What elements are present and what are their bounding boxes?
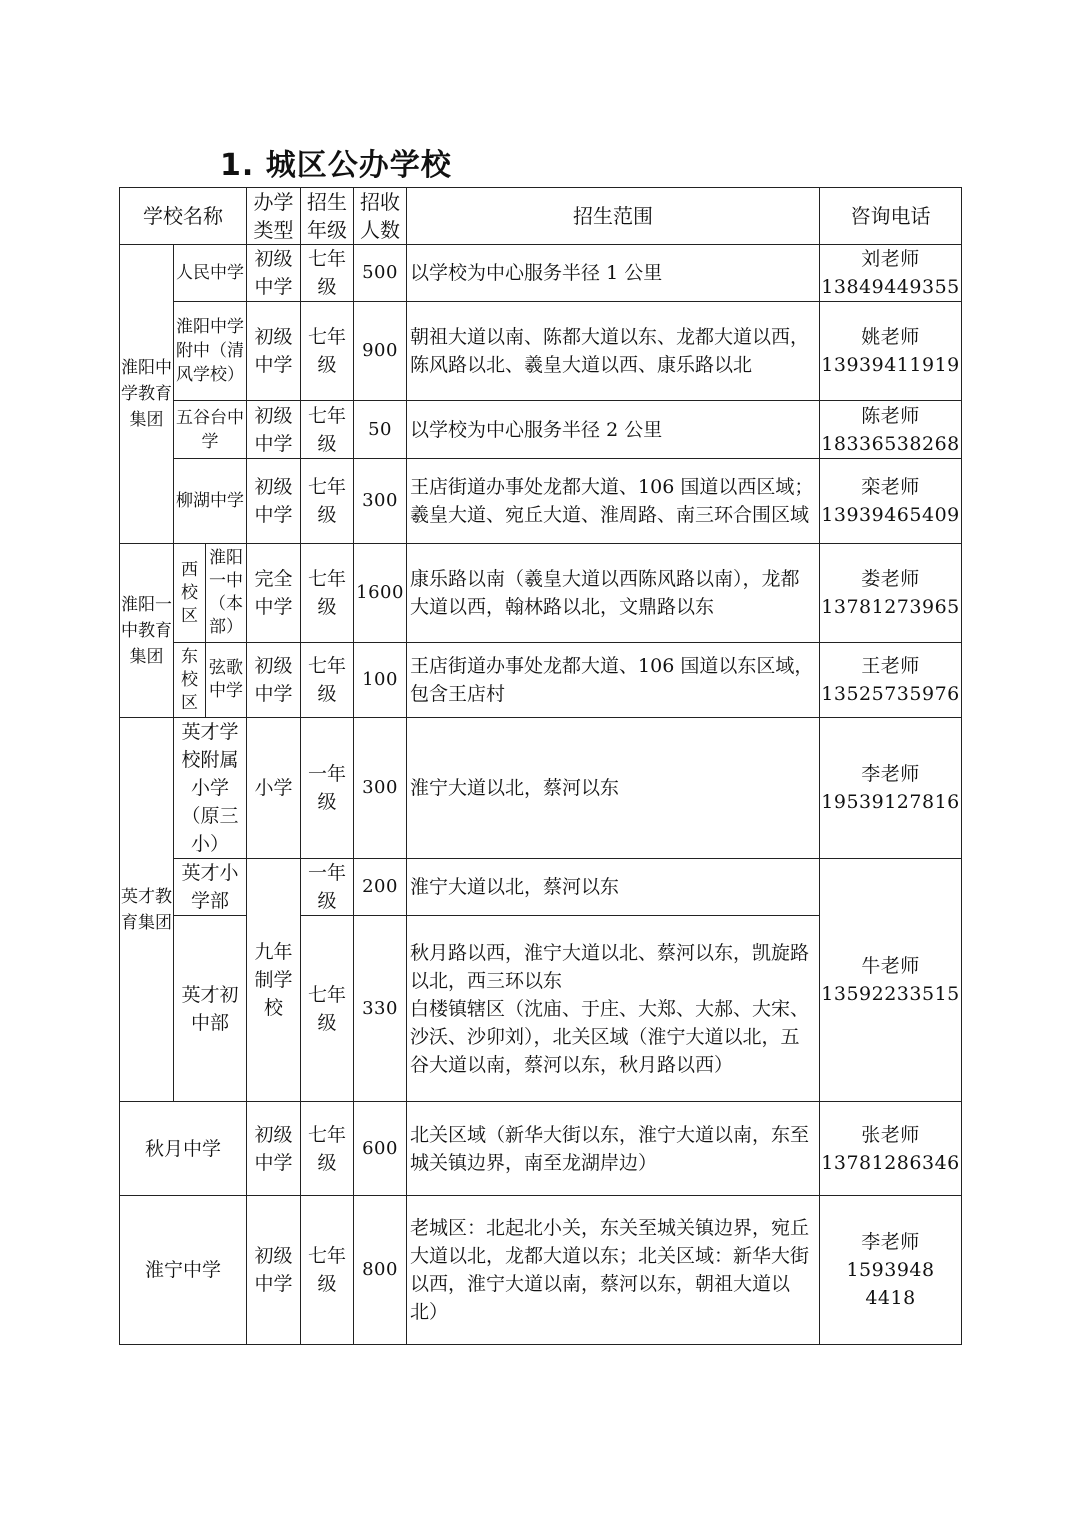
phone-number: 1593948 4418 [846, 1259, 935, 1309]
school-name: 英才小学部 [174, 859, 247, 916]
table-row [120, 459, 962, 544]
teacher-name: 栾老师 [861, 476, 920, 498]
teacher-name: 娄老师 [861, 568, 920, 590]
enroll-range: 淮宁大道以北，蔡河以东 [407, 859, 820, 916]
school-type: 初级中学 [247, 401, 301, 459]
school-name: 秋月中学 [120, 1102, 247, 1196]
grade: 七年级 [301, 245, 354, 302]
phone-number: 13939411919 [821, 354, 960, 376]
table-row [120, 1102, 962, 1196]
grade: 七年级 [301, 401, 354, 459]
grade: 七年级 [301, 1102, 354, 1196]
header-count: 招收人数 [354, 188, 407, 245]
contact [820, 245, 962, 302]
enroll-range: 王店街道办事处龙都大道、106 国道以东区域，包含王店村 [407, 643, 820, 718]
school-name: 英才学校附属小学（原三小） [174, 718, 247, 859]
enroll-range: 北关区域（新华大街以东，淮宁大道以南，东至城关镇边界，南至龙湖岸边） [407, 1102, 820, 1196]
enroll-count: 200 [354, 859, 407, 916]
contact [820, 643, 962, 718]
grade: 七年级 [301, 302, 354, 401]
enroll-count: 300 [354, 718, 407, 859]
enroll-range: 王店街道办事处龙都大道、106 国道以西区域；羲皇大道、宛丘大道、淮周路、南三环合围区域 [407, 459, 820, 544]
enroll-range: 淮宁大道以北，蔡河以东 [407, 718, 820, 859]
grade: 七年级 [301, 459, 354, 544]
phone-number: 13849449355 [821, 276, 960, 298]
header-row [120, 188, 962, 245]
contact [820, 1102, 962, 1196]
campus-east: 东校区 [174, 643, 206, 718]
school-name: 英才初中部 [174, 916, 247, 1102]
teacher-name: 李老师 [861, 763, 920, 785]
enroll-count: 300 [354, 459, 407, 544]
school-type: 初级中学 [247, 643, 301, 718]
phone-number: 18336538268 [821, 432, 960, 455]
phone-number: 13781273965 [821, 596, 960, 618]
teacher-name: 王老师 [861, 655, 920, 677]
enroll-range [407, 916, 820, 1102]
table-row [120, 859, 962, 916]
enroll-range-part: 秋月路以西，淮宁大道以北、蔡河以东，凯旋路以北，西三环以东 [410, 941, 810, 992]
grade: 七年级 [301, 643, 354, 718]
enroll-count: 800 [354, 1196, 407, 1345]
teacher-name: 张老师 [861, 1123, 920, 1146]
teacher-name: 牛老师 [861, 955, 920, 977]
school-type: 初级中学 [247, 459, 301, 544]
enroll-count: 1600 [354, 544, 407, 643]
phone-number: 13939465409 [821, 504, 960, 526]
school-name: 人民中学 [174, 245, 247, 302]
contact [820, 459, 962, 544]
grade: 七年级 [301, 916, 354, 1102]
header-school: 学校名称 [120, 188, 247, 245]
header-grade: 招生年级 [301, 188, 354, 245]
admission-table [119, 187, 962, 1345]
contact [820, 1196, 962, 1345]
school-type: 九年制学校 [247, 859, 301, 1102]
enroll-range: 康乐路以南（羲皇大道以西陈风路以南），龙都大道以西，翰林路以北，文鼎路以东 [407, 544, 820, 643]
group-huaiyang-middle: 淮阳中学教育集团 [120, 245, 174, 544]
teacher-name: 刘老师 [861, 248, 920, 270]
table-row [120, 401, 962, 459]
enroll-range: 以学校为中心服务半径 2 公里 [407, 401, 820, 459]
teacher-name: 李老师 [861, 1231, 920, 1253]
school-name: 五谷台中学 [174, 401, 247, 459]
group-yingcai: 英才教育集团 [120, 718, 174, 1102]
enroll-count: 500 [354, 245, 407, 302]
enroll-range: 以学校为中心服务半径 1 公里 [407, 245, 820, 302]
header-type: 办学类型 [247, 188, 301, 245]
school-type: 初级中学 [247, 1196, 301, 1345]
contact [820, 302, 962, 401]
phone-number: 13781286346 [821, 1151, 960, 1174]
enroll-count: 900 [354, 302, 407, 401]
school-type: 初级中学 [247, 1102, 301, 1196]
school-name: 淮宁中学 [120, 1196, 247, 1345]
grade: 一年级 [301, 718, 354, 859]
teacher-name: 姚老师 [861, 326, 920, 348]
grade: 一年级 [301, 859, 354, 916]
enroll-range: 老城区：北起北小关，东关至城关镇边界，宛丘大道以北，龙都大道以东；北关区域：新华大街以西，淮宁大道以南，蔡河以东，朝祖大道以北） [407, 1196, 820, 1345]
table-row [120, 718, 962, 859]
school-type: 初级中学 [247, 245, 301, 302]
school-name: 淮阳一中（本部） [206, 544, 247, 643]
phone-number: 13592233515 [821, 983, 960, 1005]
table-row [120, 245, 962, 302]
contact [820, 544, 962, 643]
enroll-range: 朝祖大道以南、陈都大道以东、龙都大道以西，陈风路以北、羲皇大道以西、康乐路以北 [407, 302, 820, 401]
table-row [120, 643, 962, 718]
school-type: 初级中学 [247, 302, 301, 401]
grade: 七年级 [301, 544, 354, 643]
group-huaiyang-no1: 淮阳一中教育集团 [120, 544, 174, 718]
grade: 七年级 [301, 1196, 354, 1345]
table-row [120, 544, 962, 643]
contact [820, 401, 962, 459]
campus-west: 西校区 [174, 544, 206, 643]
school-type: 完全中学 [247, 544, 301, 643]
enroll-range-part: 白楼镇辖区（沈庙、于庄、大郑、大郝、大宋、沙沃、沙卯刘），北关区域（淮宁大道以北，五谷大道以南，蔡河以东，秋月路以西） [410, 997, 810, 1076]
school-name: 淮阳中学附中（清风学校） [174, 302, 247, 401]
school-type: 小学 [247, 718, 301, 859]
enroll-count: 50 [354, 401, 407, 459]
school-name: 柳湖中学 [174, 459, 247, 544]
table-row [120, 1196, 962, 1345]
section-title: 1. 城区公办学校 [220, 148, 452, 183]
phone-number: 13525735976 [821, 683, 960, 705]
header-range: 招生范围 [407, 188, 820, 245]
contact [820, 859, 962, 1102]
header-phone: 咨询电话 [820, 188, 962, 245]
teacher-name: 陈老师 [861, 404, 920, 427]
phone-number: 19539127816 [821, 791, 960, 813]
enroll-count: 600 [354, 1102, 407, 1196]
enroll-count: 330 [354, 916, 407, 1102]
school-name: 弦歌中学 [206, 643, 247, 718]
table-row [120, 302, 962, 401]
enroll-count: 100 [354, 643, 407, 718]
contact [820, 718, 962, 859]
